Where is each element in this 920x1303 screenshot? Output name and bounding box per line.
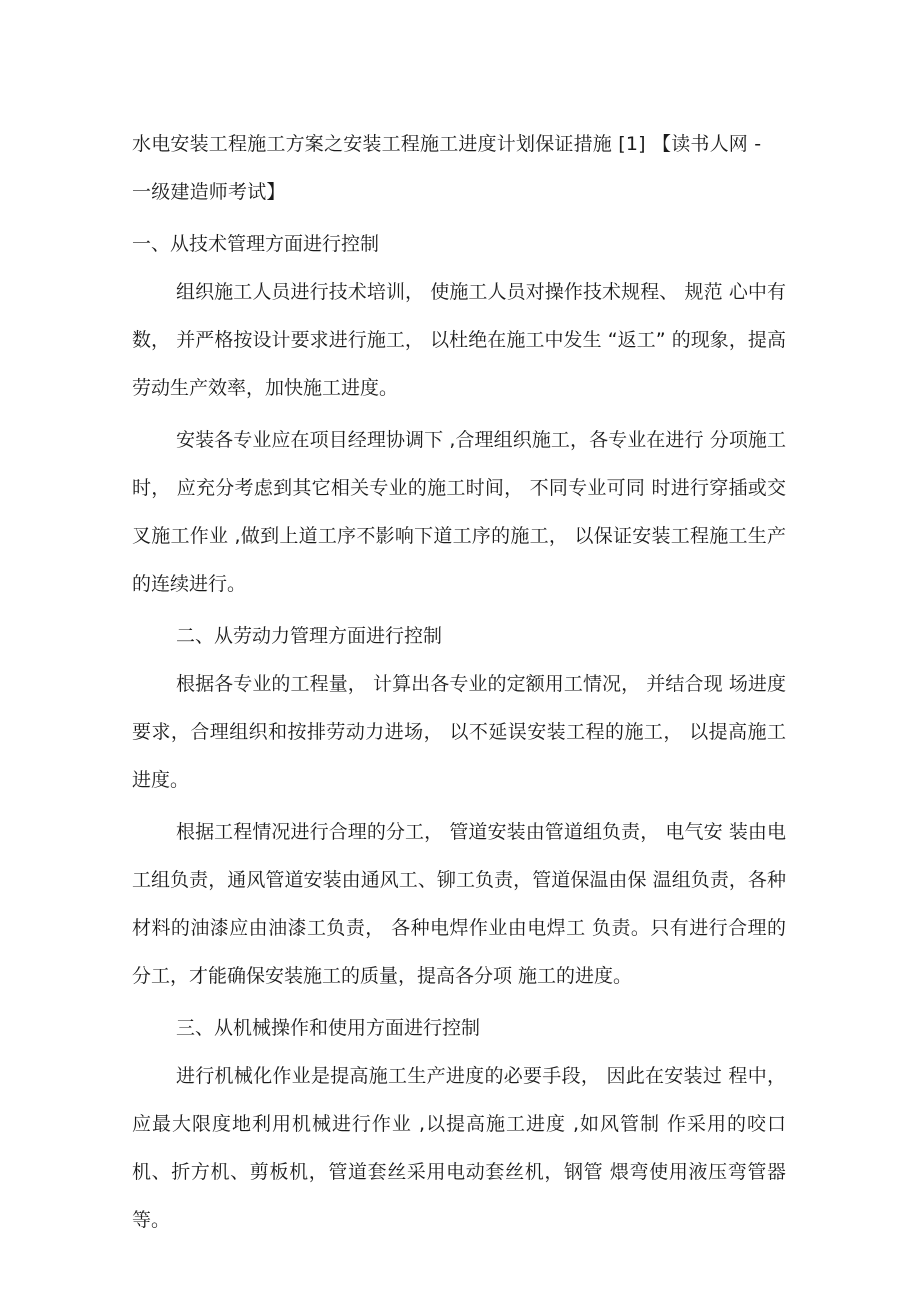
- paragraph: 根据各专业的工程量， 计算出各专业的定额用工情况， 并结合现 场进度要求，合理组织和按排劳动力进场， 以不延误安装工程的施工， 以提高施工进度。: [132, 673, 786, 791]
- paragraph: 进行机械化作业是提高施工生产进度的必要手段， 因此在安装过 程中，应最大限度地利用机械进行作业 ,以提高施工进度 ,如风管制 作采用的咬口机、折方机、剪板机，管道套丝采用电动套丝机，钢管 煨弯使用液压弯管器等。: [132, 1065, 786, 1231]
- section-heading-technical: 一、从技术管理方面进行控制: [132, 233, 380, 255]
- section-heading-labor: 二、从劳动力管理方面进行控制: [176, 625, 443, 647]
- section-heading-machinery: 三、从机械操作和使用方面进行控制: [176, 1017, 481, 1039]
- paragraph: 组织施工人员进行技术培训， 使施工人员对操作技术规程、 规范 心中有数， 并严格按设计要求进行施工， 以杜绝在施工中发生 “返工” 的现象，提高劳动生产效率，加快施工进度。: [132, 281, 786, 399]
- paragraph: 根据工程情况进行合理的分工， 管道安装由管道组负责， 电气安 装由电工组负责，通风管道安装由通风工、铆工负责，管道保温由保 温组负责，各种材料的油漆应由油漆工负责， 各种电焊作业由电焊工 负责。只有进行合理的分工，才能确保安装施工的质量，提高各分项 施工的进度。: [132, 821, 786, 987]
- document-title: 水电安装工程施工方案之安装工程施工进度计划保证措施 [1] 【读书人网 - 一级建造师考试】: [132, 133, 762, 203]
- document-body: [132, 120, 786, 1248]
- paragraph: 安装各专业应在项目经理协调下 ,合理组织施工，各专业在进行 分项施工时， 应充分考虑到其它相关专业的施工时间， 不同专业可同 时进行穿插或交叉施工作业 ,做到上道工序不影响下道工序的施工， 以保证安装工程施工生产的连续进行。: [132, 429, 786, 595]
